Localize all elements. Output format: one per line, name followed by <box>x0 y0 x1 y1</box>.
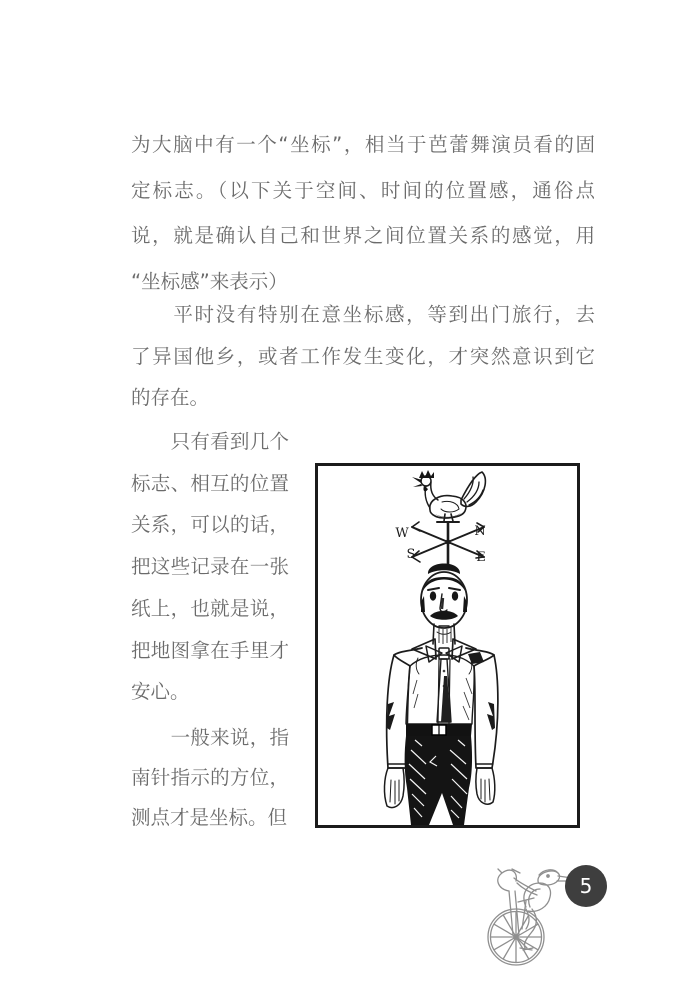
paragraph-2 <box>131 294 595 419</box>
illustration-frame <box>315 463 580 828</box>
paragraph-3 <box>131 421 289 713</box>
vane-letter-e: E <box>476 550 486 565</box>
text-line: 纸上，也就是说， <box>131 596 289 620</box>
text-line: 把地图拿在手里才 <box>131 638 289 662</box>
weathervane-man-illustration <box>318 466 577 825</box>
vane-letter-w: W <box>395 526 409 541</box>
text-line: 只有看到几个 <box>131 430 289 453</box>
text-line: 平时没有特别在意坐标感，等到出门旅行，去 <box>131 303 595 326</box>
man-figure <box>384 564 497 826</box>
text-line: 说，就是确认自己和世界之间位置关系的感觉，用 <box>131 224 595 247</box>
text-line: 南针指示的方位， <box>131 766 289 789</box>
text-line: 了异国他乡，或者工作发生变化，才突然意识到它 <box>131 344 595 368</box>
text-line: 关系，可以的话， <box>131 513 289 537</box>
text-line: 把这些记录在一张 <box>131 555 289 579</box>
text-line: 为大脑中有一个“坐标”，相当于芭蕾舞演员看的固 <box>131 133 595 156</box>
text-line: 定标志。（以下关于空间、时间的位置感，通俗点 <box>131 178 595 202</box>
text-line: 测点才是坐标。但 <box>131 806 288 829</box>
unicycle-rider-sketch <box>468 845 586 967</box>
text-line: 一般来说，指 <box>131 726 289 749</box>
page-number: 5 <box>579 874 593 898</box>
text-line: 标志、相互的位置 <box>131 471 289 495</box>
vane-letter-s: S <box>406 547 416 562</box>
text-line: 安心。 <box>131 680 190 704</box>
paragraph-4 <box>131 718 289 838</box>
page-number-badge <box>565 865 607 907</box>
rooster-icon <box>412 470 485 521</box>
paragraph-1 <box>131 122 595 304</box>
text-line: 的存在。 <box>131 386 210 409</box>
wind-vane-arrows <box>412 522 484 564</box>
vane-letter-n: N <box>474 524 486 539</box>
text-line: “坐标感”来表示） <box>131 269 288 293</box>
